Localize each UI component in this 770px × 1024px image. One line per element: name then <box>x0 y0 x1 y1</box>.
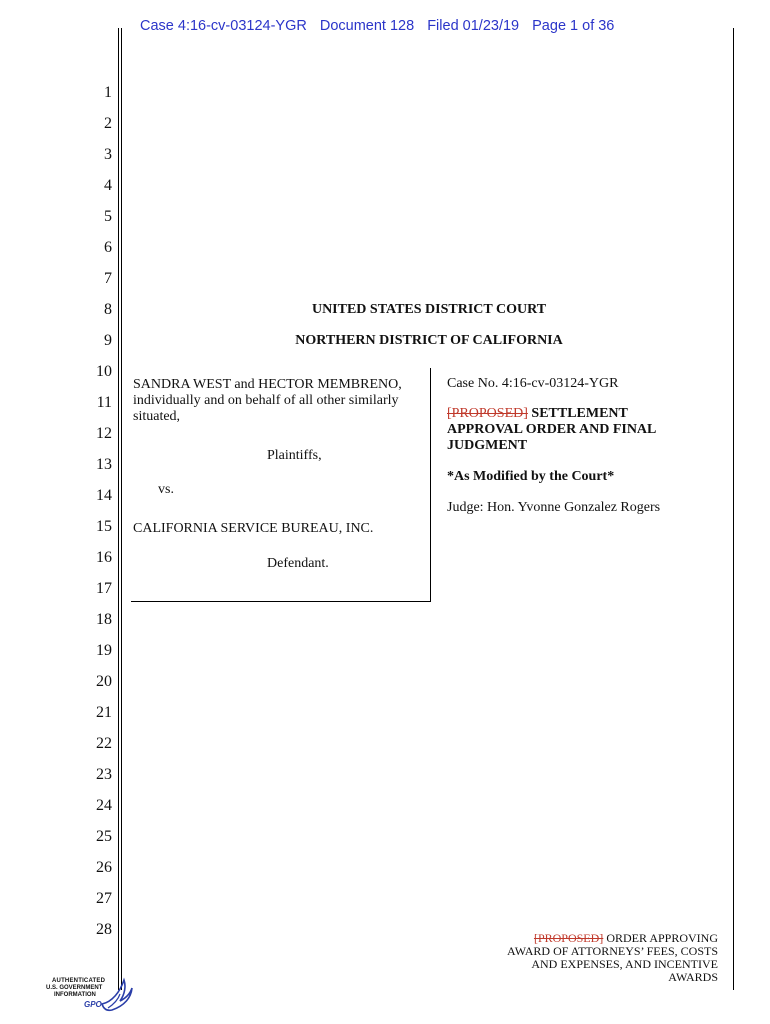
line-number: 15 <box>96 518 112 535</box>
versus-label: vs. <box>158 482 174 497</box>
document-title-line-1 <box>447 406 717 422</box>
line-number: 10 <box>96 363 112 380</box>
proposed-strikethrough: [PROPOSED] <box>447 406 528 421</box>
footer-order-approving: ORDER APPROVING <box>606 931 718 945</box>
line-number: 17 <box>96 580 112 597</box>
document-title-line-2: APPROVAL ORDER AND FINAL <box>447 422 657 437</box>
line-number: 14 <box>96 487 112 504</box>
line-number: 25 <box>96 828 112 845</box>
plaintiffs-line-3: situated, <box>133 409 181 424</box>
footer-line-4: AWARDS <box>668 970 718 984</box>
header-filed-date: Filed 01/23/19 <box>427 18 520 34</box>
footer-line-2: AWARD OF ATTORNEYS’ FEES, COSTS <box>507 944 718 958</box>
caption-bottom-rule <box>131 601 431 602</box>
line-number: 19 <box>96 642 112 659</box>
line-number: 11 <box>96 394 112 411</box>
line-number: 12 <box>96 425 112 442</box>
line-number: 2 <box>104 115 112 132</box>
line-number: 16 <box>96 549 112 566</box>
filing-header <box>140 18 660 34</box>
line-number: 4 <box>104 177 112 194</box>
court-name: UNITED STATES DISTRICT COURT <box>311 302 547 317</box>
judge-name: Judge: Hon. Yvonne Gonzalez Rogers <box>447 500 661 515</box>
document-title-line-3: JUDGMENT <box>447 438 528 453</box>
right-margin-rule <box>733 28 734 990</box>
footer-title <box>470 932 718 984</box>
title-settlement: SETTLEMENT <box>531 406 628 421</box>
line-number: 6 <box>104 239 112 256</box>
line-number: 24 <box>96 797 112 814</box>
header-page-count: Page 1 of 36 <box>532 18 615 34</box>
footer-line-3: AND EXPENSES, AND INCENTIVE <box>531 957 718 971</box>
header-document-number: Document 128 <box>319 18 415 34</box>
line-number: 21 <box>96 704 112 721</box>
defendant-name: CALIFORNIA SERVICE BUREAU, INC. <box>133 521 374 536</box>
line-number: 22 <box>96 735 112 752</box>
line-number: 5 <box>104 208 112 225</box>
case-number: Case No. 4:16-cv-03124-YGR <box>447 376 619 391</box>
line-number: 3 <box>104 146 112 163</box>
line-number: 9 <box>104 332 112 349</box>
eagle-icon <box>98 974 134 1016</box>
footer-proposed-strikethrough: [PROPOSED] <box>533 931 604 945</box>
line-number: 7 <box>104 270 112 287</box>
line-number: 23 <box>96 766 112 783</box>
line-number: 13 <box>96 456 112 473</box>
plaintiffs-line-1: SANDRA WEST and HECTOR MEMBRENO, <box>133 377 402 392</box>
seal-text-1: AUTHENTICATED <box>52 978 106 984</box>
modified-note: *As Modified by the Court* <box>447 469 615 484</box>
line-number: 27 <box>96 890 112 907</box>
line-number: 26 <box>96 859 112 876</box>
defendant-label: Defendant. <box>267 556 329 571</box>
seal-text-2: U.S. GOVERNMENT <box>46 985 103 991</box>
plaintiffs-label: Plaintiffs, <box>267 448 322 463</box>
header-case-number: Case 4:16-cv-03124-YGR <box>140 18 307 34</box>
seal-gpo-mark: GPO <box>84 1000 102 1009</box>
line-number: 28 <box>96 921 112 938</box>
gpo-authentication-seal <box>44 974 134 1020</box>
plaintiffs-names <box>133 377 428 425</box>
line-number: 1 <box>104 84 112 101</box>
left-margin-rule-inner <box>121 28 122 990</box>
plaintiffs-line-2: individually and on behalf of all other similarly <box>133 393 399 408</box>
court-district: NORTHERN DISTRICT OF CALIFORNIA <box>295 333 563 348</box>
line-number: 20 <box>96 673 112 690</box>
seal-text-3: INFORMATION <box>54 992 96 998</box>
line-number: 18 <box>96 611 112 628</box>
line-number: 8 <box>104 301 112 318</box>
left-margin-rule-outer <box>118 28 119 990</box>
document-title <box>447 406 717 454</box>
caption-divider-vertical <box>430 368 431 601</box>
